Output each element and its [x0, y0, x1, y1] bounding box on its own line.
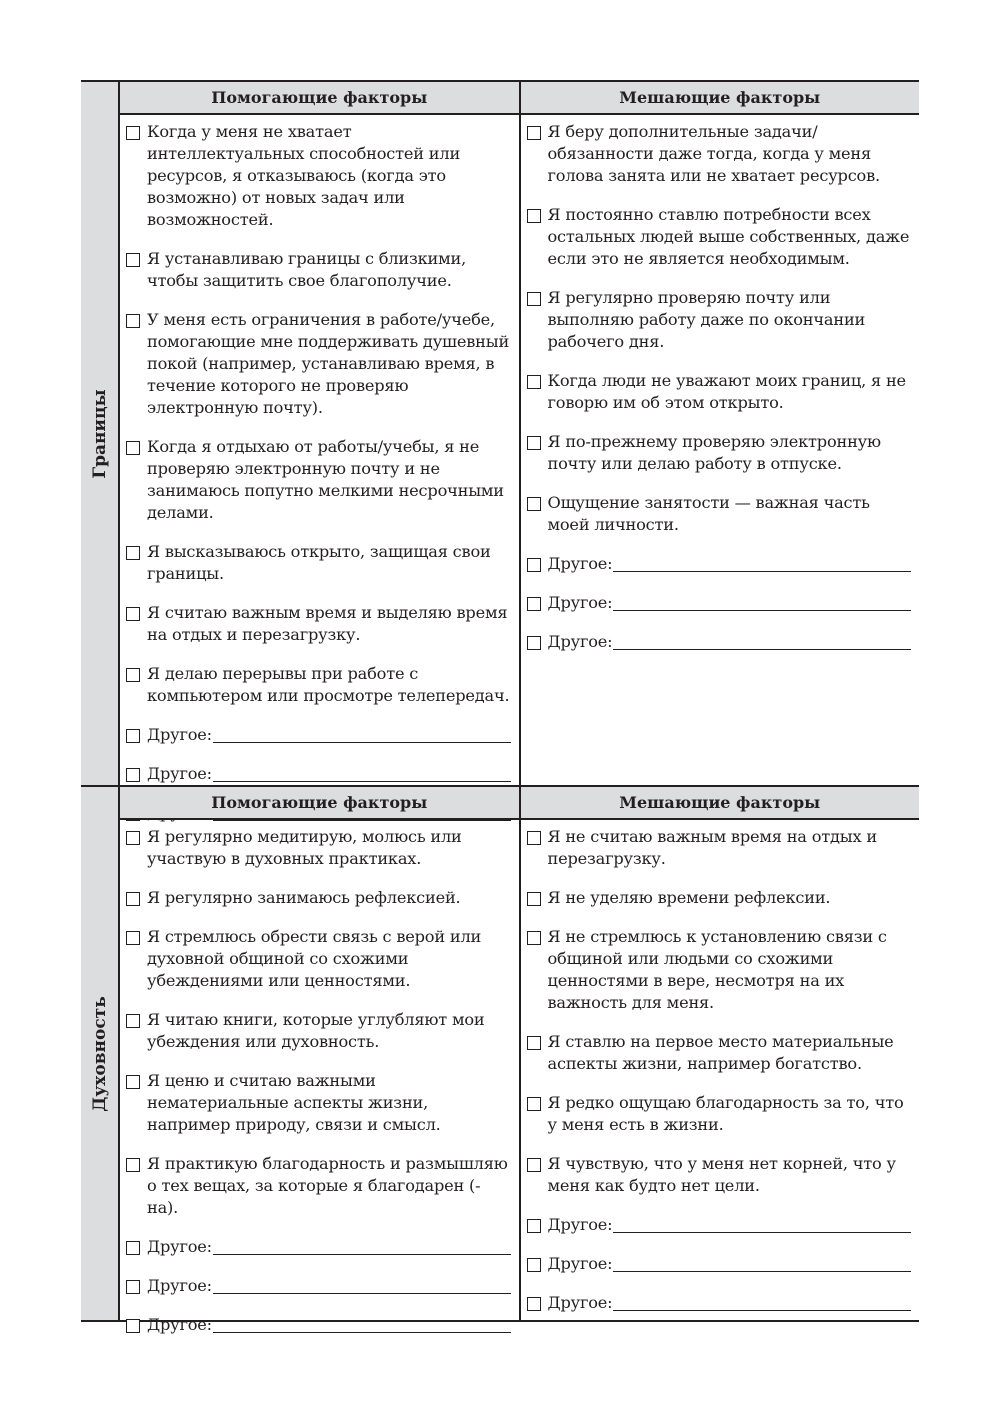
- checkbox[interactable]: [126, 892, 140, 906]
- checkbox[interactable]: [126, 126, 140, 140]
- checkbox[interactable]: [126, 931, 140, 945]
- checklist-item[interactable]: Когда у меня не хватает интеллектуальных способностей или ресурсов, я отказываюсь (когда это возможно) от новых задач или возможностей.: [126, 121, 511, 231]
- worksheet-table: [81, 80, 919, 1334]
- checkbox[interactable]: [126, 441, 140, 455]
- checklist-item[interactable]: Я устанавливаю границы с близкими, чтобы защитить свое благополучие.: [126, 248, 511, 292]
- other-item[interactable]: Другое:: [527, 1253, 912, 1275]
- section-label: Духовность: [89, 995, 110, 1112]
- checkbox[interactable]: [527, 1036, 541, 1050]
- checkbox[interactable]: [126, 1280, 140, 1294]
- checkbox[interactable]: [126, 253, 140, 267]
- checkbox[interactable]: [527, 597, 541, 611]
- checkbox[interactable]: [126, 1075, 140, 1089]
- checklist-item[interactable]: Я регулярно медитирую, молюсь или участвую в духовных практиках.: [126, 826, 511, 870]
- checkbox[interactable]: [126, 607, 140, 621]
- hindering-factors-column: [519, 787, 920, 1320]
- checkbox[interactable]: [126, 729, 140, 743]
- checklist-item[interactable]: Когда я отдыхаю от работы/учебы, я не проверяю электронную почту и не занимаюсь попутно мелкими несрочными делами.: [126, 436, 511, 524]
- checkbox[interactable]: [527, 126, 541, 140]
- helping-factors-column: [120, 787, 519, 1334]
- checklist-item[interactable]: Я регулярно занимаюсь рефлексией.: [126, 887, 511, 909]
- checkbox[interactable]: [126, 1158, 140, 1172]
- other-input-line[interactable]: [613, 1292, 911, 1311]
- checkbox[interactable]: [527, 1158, 541, 1172]
- checklist-item[interactable]: Я беру дополнительные задачи/обязанности даже тогда, когда у меня голова занята или не хватает ресурсов.: [527, 121, 912, 187]
- checkbox[interactable]: [126, 831, 140, 845]
- helping-factors-column: [120, 82, 519, 785]
- other-item[interactable]: Другое:: [527, 1292, 912, 1314]
- checkbox[interactable]: [527, 1219, 541, 1233]
- checkbox[interactable]: [126, 1014, 140, 1028]
- column-header: Помогающие факторы: [120, 787, 519, 820]
- other-item[interactable]: Другое:: [126, 1314, 511, 1336]
- other-item[interactable]: Другое:: [527, 1214, 912, 1236]
- checkbox[interactable]: [527, 292, 541, 306]
- other-input-line[interactable]: [213, 1236, 511, 1255]
- other-input-line[interactable]: [213, 724, 511, 743]
- checklist-item[interactable]: Я постоянно ставлю потребности всех остальных людей выше собственных, даже если это не является необходимым.: [527, 204, 912, 270]
- other-item[interactable]: Другое:: [527, 553, 912, 575]
- checkbox[interactable]: [527, 209, 541, 223]
- checklist-item[interactable]: Когда люди не уважают моих границ, я не говорю им об этом открыто.: [527, 370, 912, 414]
- checklist-item[interactable]: Я не уделяю времени рефлексии.: [527, 887, 912, 909]
- checklist-item[interactable]: Я читаю книги, которые углубляют мои убеждения или духовность.: [126, 1009, 511, 1053]
- other-item[interactable]: Другое:: [527, 631, 912, 653]
- checkbox[interactable]: [527, 931, 541, 945]
- other-item[interactable]: Другое:: [126, 1236, 511, 1258]
- checkbox[interactable]: [126, 546, 140, 560]
- checklist-item[interactable]: Я регулярно проверяю почту или выполняю работу даже по окончании рабочего дня.: [527, 287, 912, 353]
- checkbox[interactable]: [527, 1258, 541, 1272]
- section-spirituality: [81, 785, 919, 1334]
- checkbox[interactable]: [527, 375, 541, 389]
- checklist-item[interactable]: Я ценю и считаю важными нематериальные аспекты жизни, например природу, связи и смысл.: [126, 1070, 511, 1136]
- checkbox[interactable]: [527, 558, 541, 572]
- checklist-item[interactable]: Я не считаю важным время на отдых и перезагрузку.: [527, 826, 912, 870]
- other-input-line[interactable]: [613, 631, 911, 650]
- checkbox[interactable]: [527, 1297, 541, 1311]
- other-item[interactable]: Другое:: [126, 763, 511, 785]
- checkbox[interactable]: [126, 1241, 140, 1255]
- checkbox[interactable]: [527, 892, 541, 906]
- other-input-line[interactable]: [613, 1214, 911, 1233]
- checkbox[interactable]: [527, 636, 541, 650]
- checklist-item[interactable]: Я редко ощущаю благодарность за то, что у меня есть в жизни.: [527, 1092, 912, 1136]
- checklist-item[interactable]: Я не стремлюсь к установлению связи с общиной или людьми со схожими ценностями в вере, несмотря на их важность для меня.: [527, 926, 912, 1014]
- other-item[interactable]: Другое:: [126, 1275, 511, 1297]
- checkbox[interactable]: [126, 768, 140, 782]
- other-input-line[interactable]: [213, 1275, 511, 1294]
- checklist-item[interactable]: Я ставлю на первое место материальные аспекты жизни, например богатство.: [527, 1031, 912, 1075]
- checklist-item[interactable]: Я делаю перерывы при работе с компьютером или просмотре телепередач.: [126, 663, 511, 707]
- section-label: Границы: [89, 388, 110, 479]
- other-input-line[interactable]: [613, 1253, 911, 1272]
- other-input-line[interactable]: [613, 553, 911, 572]
- hindering-factors-column: [519, 82, 920, 785]
- column-header: Помогающие факторы: [120, 82, 519, 115]
- other-item[interactable]: Другое:: [126, 724, 511, 746]
- column-header: Мешающие факторы: [521, 787, 920, 820]
- checkbox[interactable]: [126, 1319, 140, 1333]
- checklist-item[interactable]: У меня есть ограничения в работе/учебе, помогающие мне поддерживать душевный покой (например, устанавливаю время, в течение которого не проверяю электронную почту).: [126, 309, 511, 419]
- checklist-item[interactable]: Я чувствую, что у меня нет корней, что у меня как будто нет цели.: [527, 1153, 912, 1197]
- checkbox[interactable]: [527, 497, 541, 511]
- section-boundaries: [81, 82, 919, 785]
- checkbox[interactable]: [126, 668, 140, 682]
- section-label-cell: [81, 787, 120, 1320]
- section-label-cell: [81, 82, 120, 785]
- checkbox[interactable]: [527, 831, 541, 845]
- checklist-item[interactable]: Я высказываюсь открыто, защищая свои границы.: [126, 541, 511, 585]
- checkbox[interactable]: [126, 314, 140, 328]
- checkbox[interactable]: [527, 1097, 541, 1111]
- checklist-item[interactable]: Я практикую благодарность и размышляю о тех вещах, за которые я благодарен (-на).: [126, 1153, 511, 1219]
- other-input-line[interactable]: [213, 1314, 511, 1333]
- checklist-item[interactable]: Ощущение занятости — важная часть моей личности.: [527, 492, 912, 536]
- other-item[interactable]: Другое:: [527, 592, 912, 614]
- checklist-item[interactable]: Я считаю важным время и выделяю время на отдых и перезагрузку.: [126, 602, 511, 646]
- other-input-line[interactable]: [213, 763, 511, 782]
- other-input-line[interactable]: [613, 592, 911, 611]
- checkbox[interactable]: [527, 436, 541, 450]
- checklist-item[interactable]: Я стремлюсь обрести связь с верой или духовной общиной со схожими убеждениями или ценностями.: [126, 926, 511, 992]
- checklist-item[interactable]: Я по-прежнему проверяю электронную почту или делаю работу в отпуске.: [527, 431, 912, 475]
- column-header: Мешающие факторы: [521, 82, 920, 115]
